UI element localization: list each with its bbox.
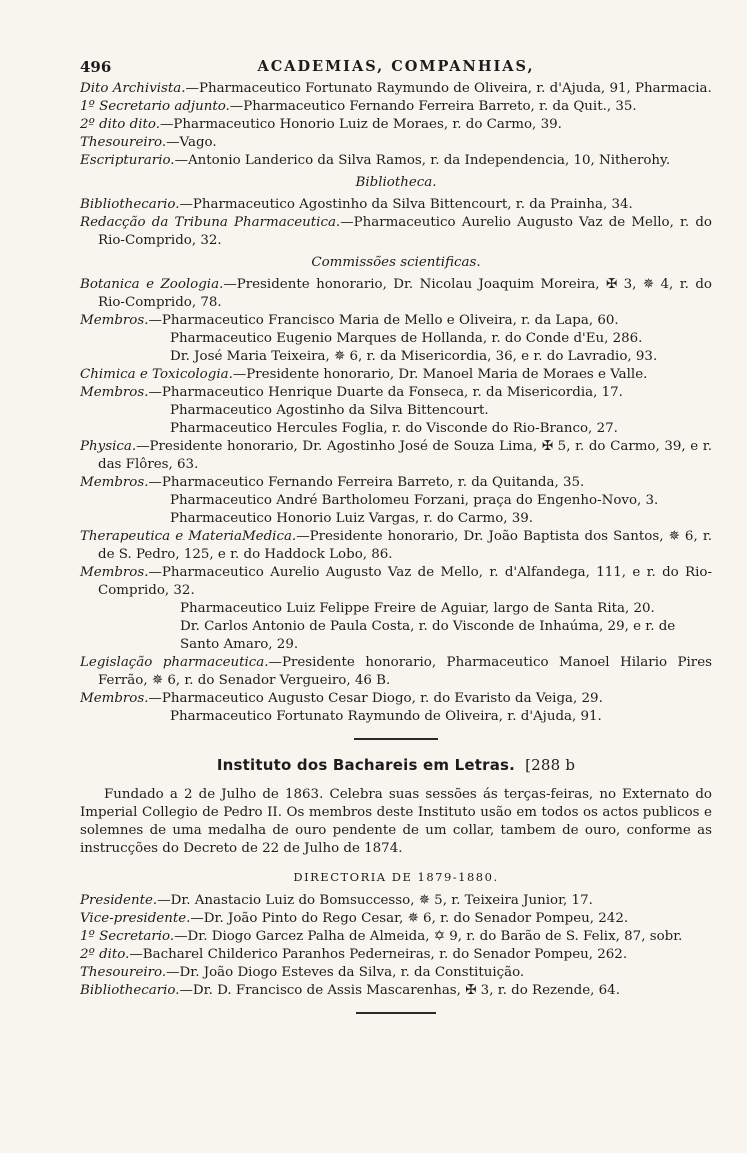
role-label: Legislação pharmaceutica.	[80, 655, 269, 670]
role-label: Membros.	[80, 313, 149, 328]
entry-legislacao	[80, 654, 712, 690]
section-divider	[354, 738, 438, 740]
entry-chimica	[80, 366, 712, 384]
entry-text: —Dr. João Pinto do Rego Cesar, ✵ 6, r. do Senador Pompeu, 242.	[190, 911, 629, 926]
member-line: Dr. Carlos Antonio de Paula Costa, r. do Visconde de Inhaúma, 29, e r. de Santo Amaro, 29.	[180, 619, 676, 652]
entry-text: —Pharmaceutico Fernando Ferreira Barreto, r. da Quitanda, 35.	[148, 475, 585, 490]
instituto-paragraph: Fundado a 2 de Julho de 1863. Celebra suas sessões ás terças-feiras, no Externato do Imperial Collegio de Pedro II. Os membros deste Instituto usão em todos os actos publicos e solemnes de uma medalha de ouro pendente de um collar, tambem de ouro, conforme as instrucções do Decreto de 22 de Julho de 1874.	[80, 787, 712, 856]
entry-secretario-2	[80, 116, 712, 134]
entry-botanica-membros	[80, 312, 712, 330]
entry-therapeutica-membros	[80, 564, 712, 600]
member-line: Pharmaceutico Eugenio Marques de Hollanda, r. do Conde d'Eu, 286.	[170, 331, 643, 346]
entry-text: —Pharmaceutico Augusto Cesar Diogo, r. do Evaristo da Veiga, 29.	[148, 691, 603, 706]
role-label: Escripturario.	[80, 153, 175, 168]
page-number: 496	[80, 58, 112, 76]
member-line: Pharmaceutico Luiz Felippe Freire de Aguiar, largo de Santa Rita, 20.	[180, 601, 655, 616]
member-line: Pharmaceutico André Bartholomeu Forzani, praça do Engenho-Novo, 3.	[170, 493, 659, 508]
role-label: 2º dito dito.	[80, 117, 160, 132]
entry-presidente	[80, 892, 712, 910]
entry-text: —Dr. Anastacio Luiz do Bomsuccesso, ✵ 5, r. Teixeira Junior, 17.	[157, 893, 593, 908]
entry-text: —Presidente honorario, Dr. Nicolau Joaquim Moreira, ✠ 3, ✵ 4, r. do Rio-Comprido, 78.	[98, 277, 712, 310]
role-label: Presidente.	[80, 893, 158, 908]
role-label: Membros.	[80, 565, 149, 580]
entry-text: —Pharmaceutico Henrique Duarte da Fonseca, r. da Misericordia, 17.	[148, 385, 623, 400]
entry-text: —Antonio Landerico da Silva Ramos, r. da Independencia, 10, Nitherohy.	[174, 153, 671, 168]
entry-text: —Pharmaceutico Aurelio Augusto Vaz de Mello, r. do Rio-Comprido, 32.	[98, 215, 712, 248]
document-page	[80, 58, 712, 1024]
directoria-heading: DIRECTORIA DE 1879-1880.	[293, 870, 499, 884]
instituto-title	[80, 756, 712, 774]
role-label: Dito Archivista.	[80, 81, 186, 96]
entry-text: —Pharmaceutico Honorio Luiz de Moraes, r. do Carmo, 39.	[159, 117, 562, 132]
entry-bibliotecario-inst	[80, 982, 712, 1000]
role-label: Bibliothecario.	[80, 983, 180, 998]
role-label: 1º Secretario adjunto.	[80, 99, 230, 114]
entry-text: —Presidente honorario, Dr. João Baptista dos Santos, ✵ 6, r. de S. Pedro, 125, e r. do Haddock Lobo, 86.	[98, 529, 713, 562]
page-header	[80, 58, 712, 80]
heading-comissoes: Commissões scientificas.	[311, 255, 481, 270]
entry-therapeutica	[80, 528, 712, 564]
running-title: ACADEMIAS, COMPANHIAS,	[257, 58, 535, 75]
entry-text: —Vago.	[166, 135, 217, 150]
heading-bibliotheca: Bibliotheca.	[355, 175, 437, 190]
entry-physica-membros	[80, 474, 712, 492]
role-label: Therapeutica e MateriaMedica.	[80, 529, 297, 544]
entry-text: —Pharmaceutico Francisco Maria de Mello e Oliveira, r. da Lapa, 60.	[148, 313, 619, 328]
role-label: Physica.	[80, 439, 137, 454]
entry-text: —Dr. Diogo Garcez Palha de Almeida, ✡ 9, r. do Barão de S. Felix, 87, sobr.	[174, 929, 683, 944]
role-label: 2º dito.	[80, 947, 130, 962]
section-divider	[356, 1012, 436, 1014]
member-line: Pharmaceutico Hercules Foglia, r. do Visconde do Rio-Branco, 27.	[170, 421, 618, 436]
entry-secretario-1-inst	[80, 928, 712, 946]
entry-redaccao	[80, 214, 712, 250]
entry-secretario-2-inst	[80, 946, 712, 964]
member-line: Dr. José Maria Teixeira, ✵ 6, r. da Misericordia, 36, e r. do Lavradio, 93.	[170, 349, 658, 364]
instituto-title-text: Instituto dos Bachareis em Letras.	[216, 756, 516, 774]
role-label: Membros.	[80, 691, 149, 706]
role-label: Botanica e Zoologia.	[80, 277, 224, 292]
entry-text: —Pharmaceutico Agostinho da Silva Bittencourt, r. da Prainha, 34.	[179, 197, 633, 212]
entry-text: —Pharmaceutico Fernando Ferreira Barreto, r. da Quit., 35.	[229, 99, 637, 114]
entry-text: —Presidente honorario, Dr. Manoel Maria de Moraes e Valle.	[232, 367, 648, 382]
entry-text: —Presidente honorario, Pharmaceutico Manoel Hilario Pires Ferrão, ✵ 6, r. do Senador Vergueiro, 46 B.	[98, 655, 712, 688]
entry-bibliotecario	[80, 196, 712, 214]
role-label: Membros.	[80, 385, 149, 400]
entry-tesoureiro	[80, 134, 712, 152]
entry-arquivista	[80, 80, 712, 98]
entry-escriturario	[80, 152, 712, 170]
entry-vice-presidente	[80, 910, 712, 928]
instituto-ref: [288 b	[525, 756, 576, 774]
member-line: Pharmaceutico Fortunato Raymundo de Oliveira, r. d'Ajuda, 91.	[170, 709, 602, 724]
entry-text: —Dr. D. Francisco de Assis Mascarenhas, ✠ 3, r. do Rezende, 64.	[179, 983, 620, 998]
role-label: Thesoureiro.	[80, 135, 167, 150]
role-label: Bibliothecario.	[80, 197, 180, 212]
role-label: Chimica e Toxicologia.	[80, 367, 233, 382]
entry-secretario-1	[80, 98, 712, 116]
entry-chimica-membros	[80, 384, 712, 402]
entry-text: —Presidente honorario, Dr. Agostinho José de Souza Lima, ✠ 5, r. do Carmo, 39, e r. das Flôres, 63.	[98, 439, 712, 472]
member-line: Pharmaceutico Agostinho da Silva Bittencourt.	[170, 403, 489, 418]
entry-text: —Bacharel Childerico Paranhos Pederneiras, r. do Senador Pompeu, 262.	[129, 947, 628, 962]
role-label: Vice-presidente.	[80, 911, 191, 926]
entry-legislacao-membros	[80, 690, 712, 708]
entry-text: —Pharmaceutico Aurelio Augusto Vaz de Mello, r. d'Alfandega, 111, e r. do Rio-Comprido, 32.	[98, 565, 712, 598]
role-label: Redacção da Tribuna Pharmaceutica.	[80, 215, 341, 230]
role-label: Membros.	[80, 475, 149, 490]
member-line: Pharmaceutico Honorio Luiz Vargas, r. do Carmo, 39.	[170, 511, 534, 526]
role-label: Thesoureiro.	[80, 965, 167, 980]
entry-botanica	[80, 276, 712, 312]
entry-tesoureiro-inst	[80, 964, 712, 982]
entry-physica	[80, 438, 712, 474]
entry-text: —Dr. João Diogo Esteves da Silva, r. da Constituição.	[166, 965, 525, 980]
role-label: 1º Secretario.	[80, 929, 175, 944]
entry-text: —Pharmaceutico Fortunato Raymundo de Oliveira, r. d'Ajuda, 91, Pharmacia.	[185, 81, 712, 96]
